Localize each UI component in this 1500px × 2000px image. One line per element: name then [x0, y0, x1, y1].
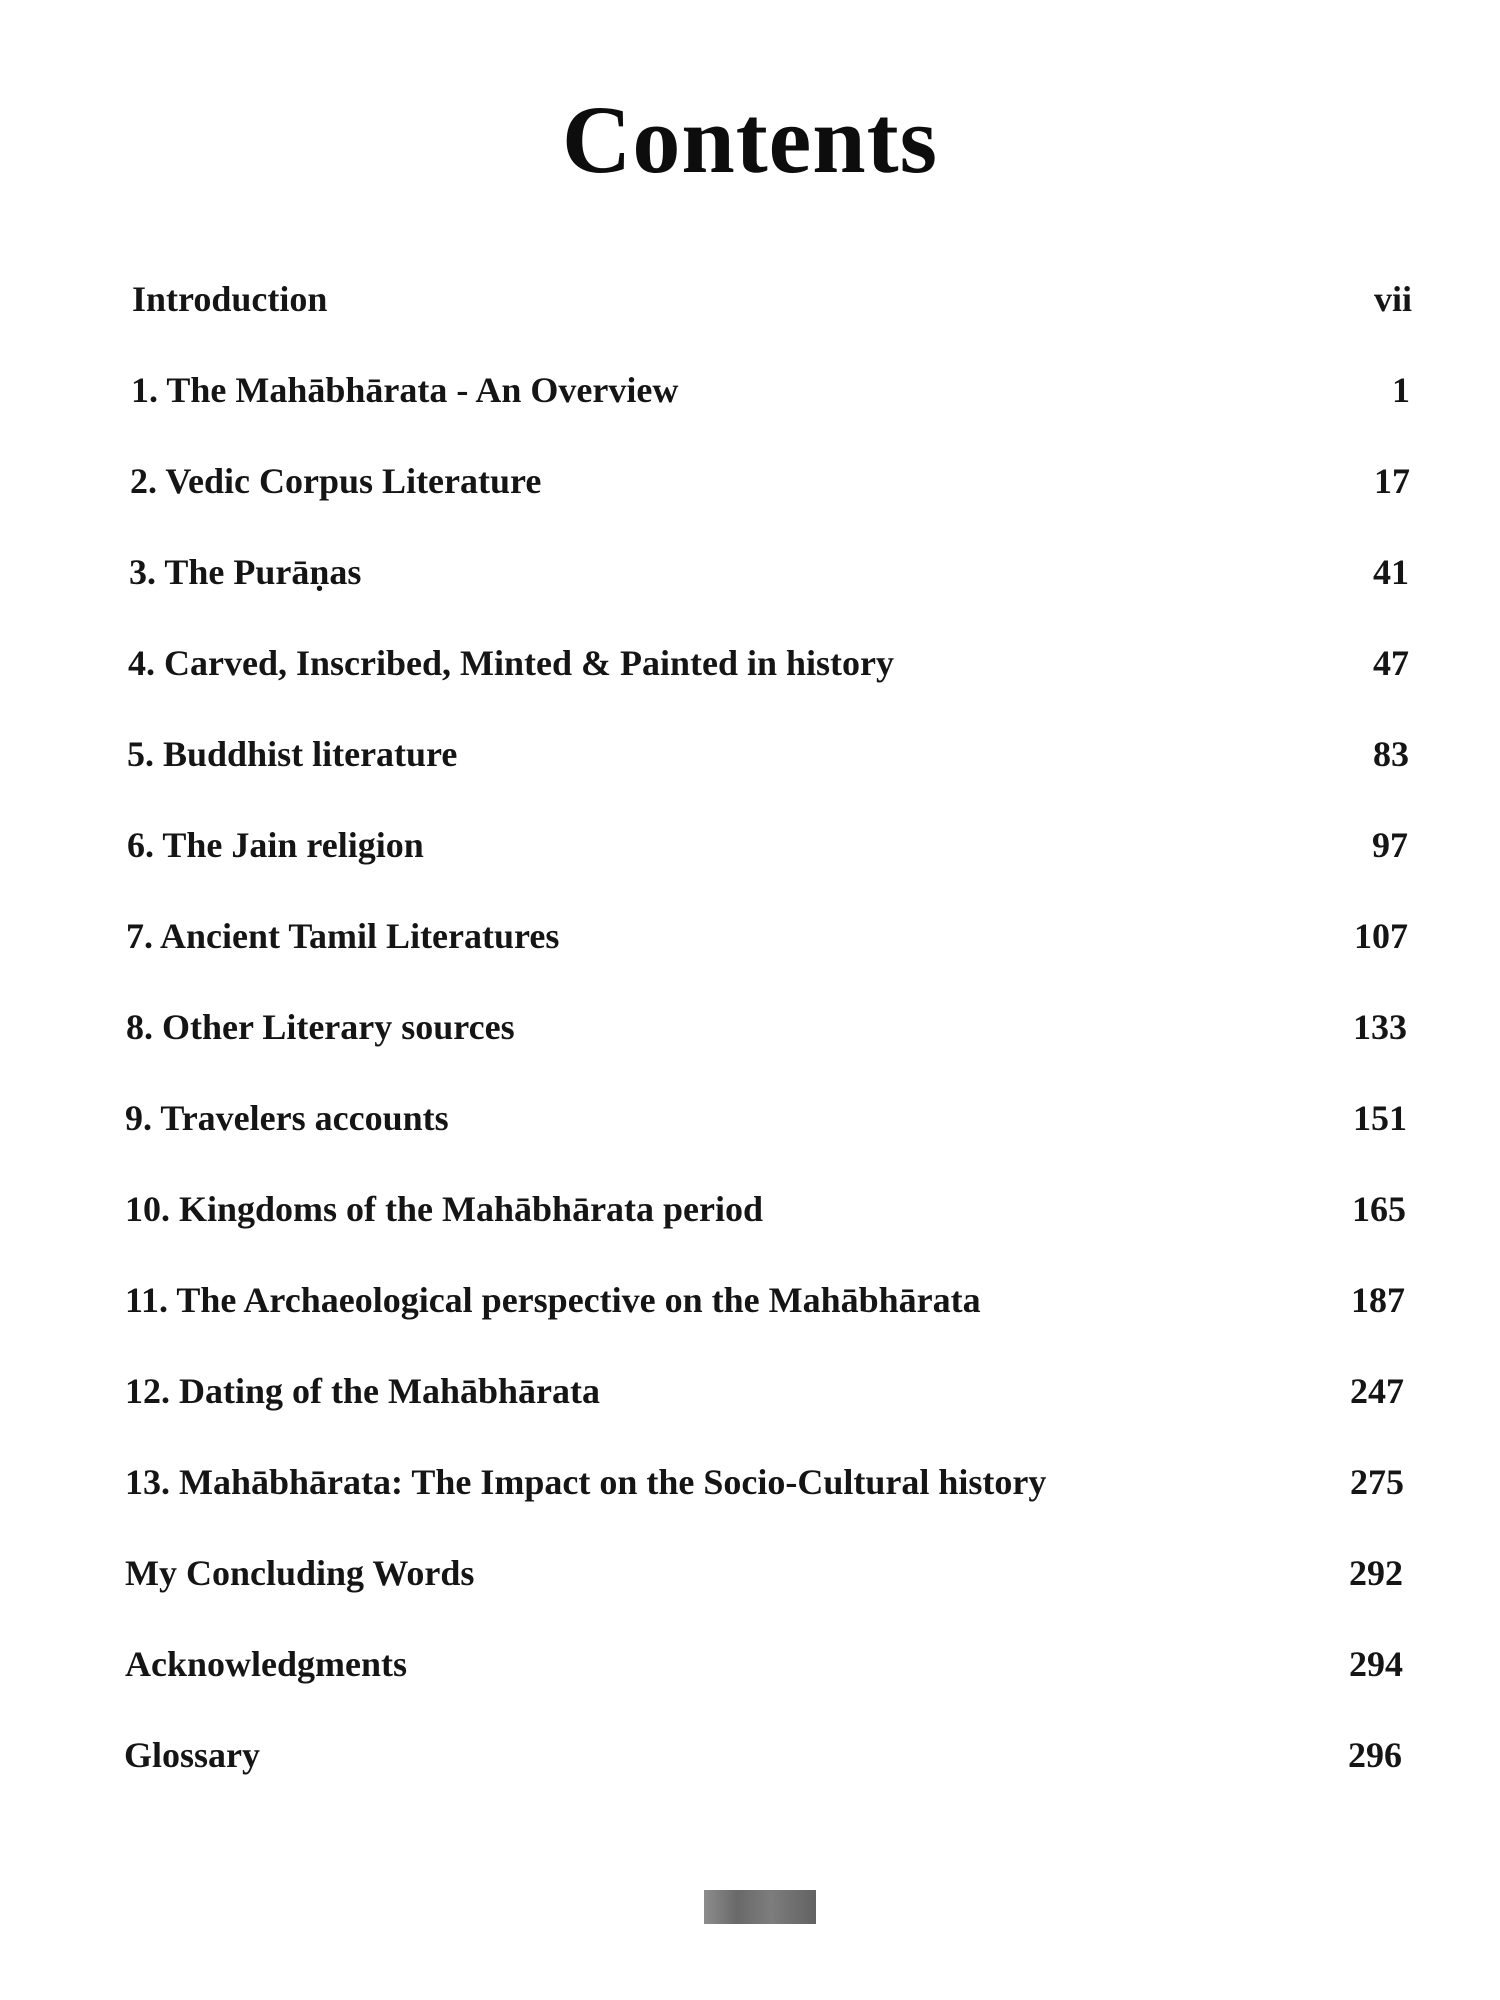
toc-entry-title: 3. The Purāṇas [129, 552, 362, 592]
toc-entry-page: 275 [1350, 1462, 1404, 1502]
toc-entry-chapter-9[interactable] [125, 1093, 1407, 1143]
toc-entry-title: Acknowledgments [125, 1644, 408, 1684]
toc-entry-page: 151 [1353, 1098, 1407, 1138]
toc-entry-page: 294 [1349, 1644, 1403, 1684]
toc-entry-page: 107 [1354, 916, 1408, 956]
toc-entry-page: 17 [1374, 461, 1410, 501]
toc-entry-page: 83 [1373, 734, 1409, 774]
toc-entry-title: 10. Kingdoms of the Mahābhārata period [125, 1189, 764, 1229]
toc-entry-title: 11. The Archaeological perspective on the Mahābhārata [125, 1280, 981, 1320]
toc-entry-chapter-13[interactable] [125, 1457, 1404, 1507]
toc-entry-title: 13. Mahābhārata: The Impact on the Socio-Cultural history [125, 1462, 1047, 1502]
toc-entry-title: 12. Dating of the Mahābhārata [125, 1371, 600, 1411]
toc-entry-title: 1. The Mahābhārata - An Overview [131, 370, 679, 410]
toc-entry-chapter-6[interactable] [127, 820, 1408, 870]
toc-entry-chapter-1[interactable] [131, 365, 1410, 415]
toc-entry-page: 1 [1392, 370, 1410, 410]
toc-entry-page: 47 [1373, 643, 1409, 683]
toc-entry-page: 133 [1353, 1007, 1407, 1047]
toc-entry-page: vii [1373, 279, 1412, 319]
toc-entry-page: 97 [1372, 825, 1408, 865]
toc-entry-page: 247 [1350, 1371, 1404, 1411]
toc-entry-title: My Concluding Words [125, 1553, 475, 1593]
toc-entry-page: 296 [1348, 1735, 1402, 1775]
toc-entry-chapter-5[interactable] [127, 729, 1409, 779]
toc-entry-chapter-2[interactable] [130, 456, 1410, 506]
toc-entry-title: 2. Vedic Corpus Literature [130, 461, 542, 501]
toc-entry-chapter-12[interactable] [125, 1366, 1404, 1416]
toc-entry-title: 9. Travelers accounts [125, 1098, 449, 1138]
toc-entry-page: 165 [1352, 1189, 1406, 1229]
toc-entry-title: 7. Ancient Tamil Literatures [126, 916, 560, 956]
toc-entry-title: 5. Buddhist literature [127, 734, 458, 774]
toc-entry-chapter-11[interactable] [125, 1275, 1405, 1325]
toc-entry-page: 292 [1349, 1553, 1403, 1593]
toc-entry-chapter-10[interactable] [125, 1184, 1406, 1234]
toc-entry-chapter-7[interactable] [126, 911, 1408, 961]
toc-entry-acknowledgments[interactable] [125, 1639, 1403, 1689]
toc-entry-chapter-4[interactable] [128, 638, 1409, 688]
toc-entry-introduction[interactable] [132, 274, 1412, 324]
toc-entry-page: 187 [1351, 1280, 1405, 1320]
toc-entry-page: 41 [1373, 552, 1409, 592]
toc-entry-chapter-8[interactable] [126, 1002, 1407, 1052]
toc-entry-title: Introduction [132, 279, 328, 319]
toc-entry-title: 8. Other Literary sources [126, 1007, 515, 1047]
page-title: Contents [561, 86, 938, 193]
toc-entry-concluding-words[interactable] [125, 1548, 1403, 1598]
scan-mark [704, 1890, 816, 1924]
toc-entry-glossary[interactable] [124, 1730, 1402, 1780]
toc-entry-chapter-3[interactable] [129, 547, 1409, 597]
toc-entry-title: 4. Carved, Inscribed, Minted & Painted in history [128, 643, 895, 683]
toc-entry-title: 6. The Jain religion [127, 825, 424, 865]
toc-entry-title: Glossary [124, 1735, 261, 1775]
